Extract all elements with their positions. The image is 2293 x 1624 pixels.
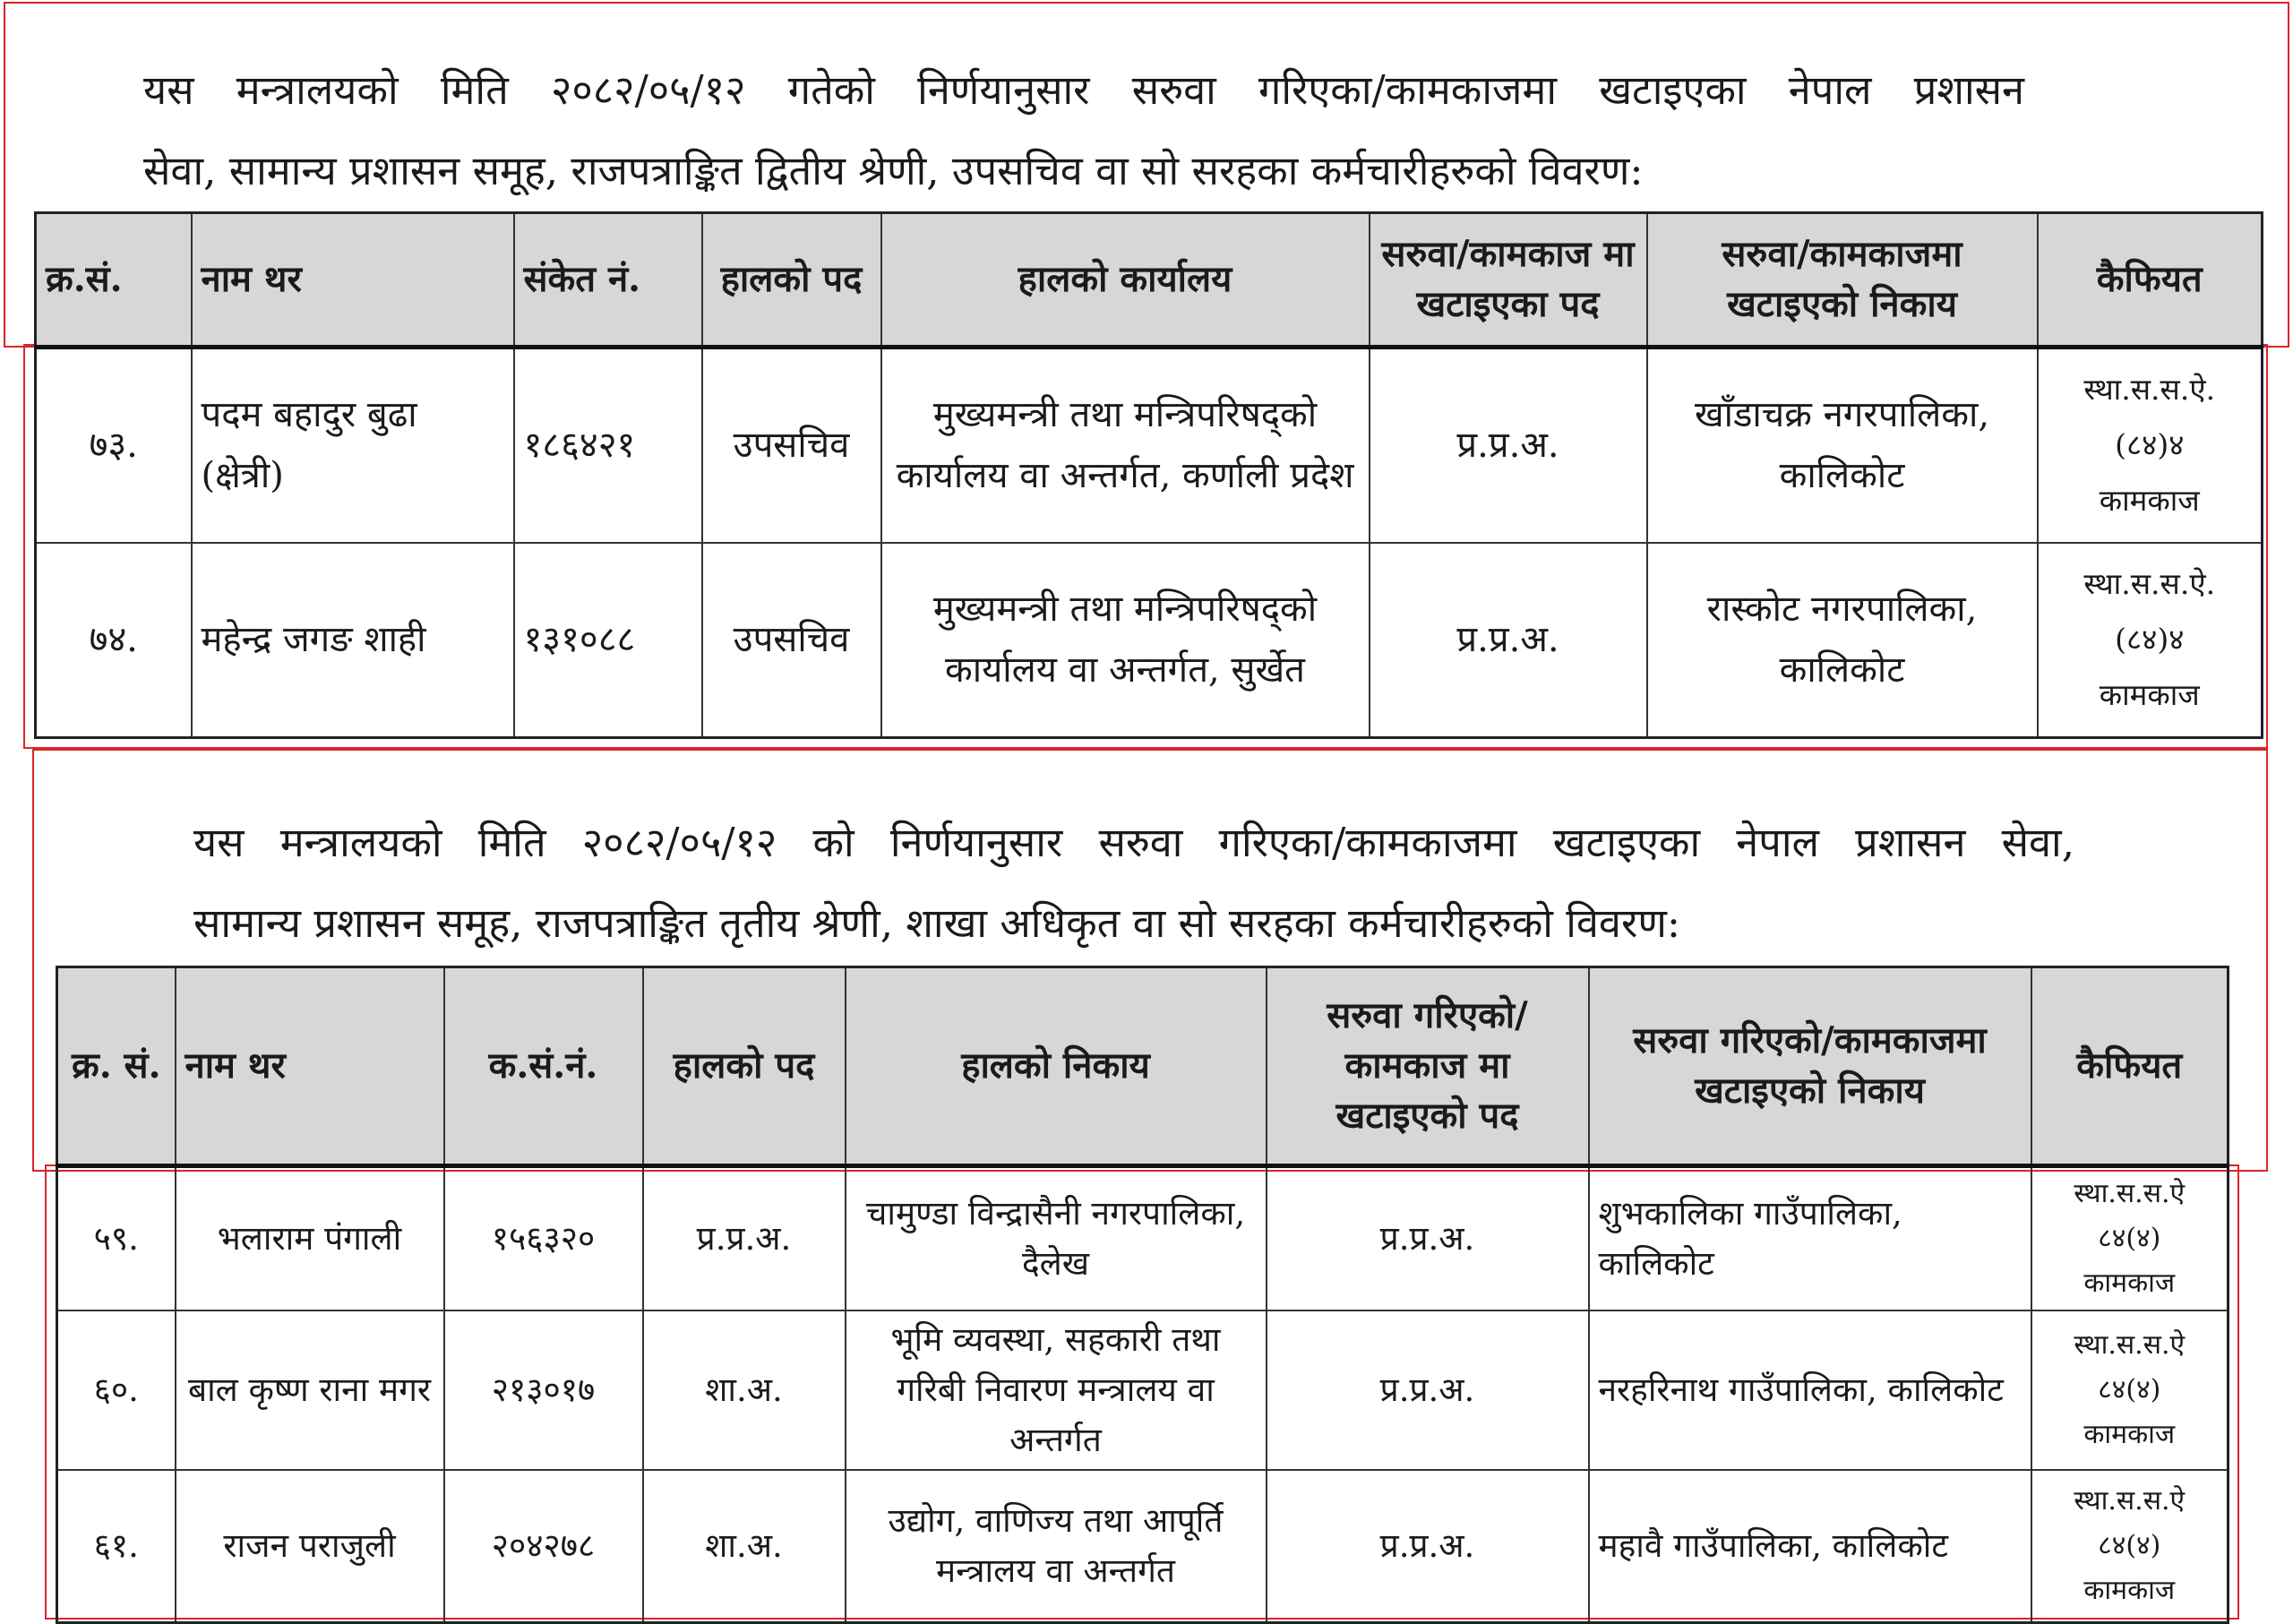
cell-remark <box>2038 543 2263 738</box>
remark-line1: स्था.स.स.ऐ. <box>2083 372 2216 408</box>
col-header-name: नाम थर <box>176 967 444 1166</box>
table-row <box>36 543 2263 738</box>
col-header-code: क.सं.नं. <box>444 967 643 1166</box>
col-header-new-post: सरुवा/कामकाज मा खटाइएका पद <box>1370 213 1647 348</box>
section2-intro-line1: यस मन्त्रालयको मिति २०८२/०५/१२ को निर्णयानुसार सरुवा गरिएका/कामकाजमा खटाइएका नेपाल प्रशासन सेवा, <box>193 819 2074 866</box>
cell-code: २०४२७८ <box>444 1470 643 1622</box>
remark-line1: स्था.स.स.ऐ <box>2074 1329 2186 1361</box>
section2-intro-line2: सामान्य प्रशासन समूह, राजपत्राङ्कित तृतीय श्रेणी, शाखा अधिकृत वा सो सरहका कर्मचारीहरुको विवरण: <box>193 899 1681 947</box>
cell-post: शा.अ. <box>643 1310 846 1470</box>
cell-sn: ६०. <box>57 1310 176 1470</box>
col-header-name: नाम थर <box>192 213 514 348</box>
cell-code: १८६४२१ <box>514 348 702 543</box>
cell-new-post: प्र.प्र.अ. <box>1267 1470 1589 1622</box>
cell-code: २१३०१७ <box>444 1310 643 1470</box>
cell-remark <box>2031 1310 2229 1470</box>
col-header-office: हालको निकाय <box>846 967 1267 1166</box>
cell-new-office: नरहरिनाथ गाउँपालिका, कालिकोट <box>1589 1310 2031 1470</box>
cell-new-office: खाँडाचक्र नगरपालिका, कालिकोट <box>1647 348 2038 543</box>
remark-line3: कामकाज <box>2083 1574 2176 1606</box>
table-row <box>57 1310 2229 1470</box>
cell-name: महेन्द्र जगङ शाही <box>192 543 514 738</box>
col-header-code: संकेत नं. <box>514 213 702 348</box>
remark-line1: स्था.स.स.ऐ <box>2074 1178 2186 1209</box>
cell-office: उद्योग, वाणिज्य तथा आपूर्ति मन्त्रालय वा अन्तर्गत <box>846 1470 1267 1622</box>
cell-sn: ७३. <box>36 348 192 543</box>
col-header-sn: क्र.सं. <box>36 213 192 348</box>
cell-new-office: महावै गाउँपालिका, कालिकोट <box>1589 1470 2031 1622</box>
remark-line1: स्था.स.स.ऐ. <box>2083 566 2216 602</box>
cell-new-post: प्र.प्र.अ. <box>1267 1166 1589 1311</box>
cell-sn: ६१. <box>57 1470 176 1622</box>
cell-office: चामुण्डा विन्द्रासैनी नगरपालिका, दैलेख <box>846 1166 1267 1311</box>
table-row <box>36 348 2263 543</box>
cell-office: मुख्यमन्त्री तथा मन्त्रिपरिषद्को कार्यालय वा अन्तर्गत, सुर्खेत <box>881 543 1370 738</box>
cell-code: १५६३२० <box>444 1166 643 1311</box>
remark-line3: कामकाज <box>2083 1267 2176 1299</box>
remark-line2: ८४(४) <box>2098 1223 2161 1254</box>
cell-sn: ५९. <box>57 1166 176 1311</box>
col-header-new-post: सरुवा गरिएको/कामकाज मा खटाइएको पद <box>1267 967 1589 1166</box>
section2-header-row <box>57 967 2229 1166</box>
cell-name: राजन पराजुली <box>176 1470 444 1622</box>
cell-name: पदम बहादुर बुढा (क्षेत्री) <box>192 348 514 543</box>
remark-line3: कामकाज <box>2099 677 2200 713</box>
cell-post: प्र.प्र.अ. <box>643 1166 846 1311</box>
remark-line2: ८४(४) <box>2098 1374 2161 1405</box>
col-header-post: हालको पद <box>643 967 846 1166</box>
cell-code: १३१०८८ <box>514 543 702 738</box>
remark-line2: ८४(४) <box>2098 1529 2161 1561</box>
cell-post: शा.अ. <box>643 1470 846 1622</box>
cell-office: मुख्यमन्त्री तथा मन्त्रिपरिषद्को कार्यालय वा अन्तर्गत, कर्णाली प्रदेश <box>881 348 1370 543</box>
cell-new-office: शुभकालिका गाउँपालिका, कालिकोट <box>1589 1166 2031 1311</box>
col-header-remark: कैफियत <box>2031 967 2229 1166</box>
section1-table <box>34 211 2263 739</box>
cell-sn: ७४. <box>36 543 192 738</box>
remark-line3: कामकाज <box>2083 1419 2176 1450</box>
section1-intro-line2: सेवा, सामान्य प्रशासन समूह, राजपत्राङ्कित द्वितीय श्रेणी, उपसचिव वा सो सरहका कर्मचारीहरुको विवरण: <box>143 147 1644 194</box>
cell-post: उपसचिव <box>702 543 881 738</box>
cell-new-post: प्र.प्र.अ. <box>1370 543 1647 738</box>
remark-line3: कामकाज <box>2099 483 2200 519</box>
cell-remark <box>2038 348 2263 543</box>
section2-intro <box>193 803 2074 964</box>
section1-intro-line1: यस मन्त्रालयको मिति २०८२/०५/१२ गतेको निर्णयानुसार सरुवा गरिएका/कामकाजमा खटाइएका नेपाल प्रशासन <box>143 66 2024 114</box>
col-header-remark: कैफियत <box>2038 213 2263 348</box>
cell-new-post: प्र.प्र.अ. <box>1267 1310 1589 1470</box>
cell-remark <box>2031 1166 2229 1311</box>
col-header-post: हालको पद <box>702 213 881 348</box>
section2-table <box>56 966 2229 1624</box>
table-row <box>57 1470 2229 1622</box>
col-header-sn: क्र. सं. <box>57 967 176 1166</box>
cell-name: भलाराम पंगाली <box>176 1166 444 1311</box>
cell-new-office: रास्कोट नगरपालिका, कालिकोट <box>1647 543 2038 738</box>
cell-new-post: प्र.प्र.अ. <box>1370 348 1647 543</box>
cell-post: उपसचिव <box>702 348 881 543</box>
cell-name: बाल कृष्ण राना मगर <box>176 1310 444 1470</box>
table-row <box>57 1166 2229 1311</box>
remark-line2: (८४)४ <box>2115 427 2185 463</box>
col-header-new-office: सरुवा/कामकाजमा खटाइएको निकाय <box>1647 213 2038 348</box>
col-header-new-office: सरुवा गरिएको/कामकाजमा खटाइएको निकाय <box>1589 967 2031 1166</box>
section1-header-row <box>36 213 2263 348</box>
cell-remark <box>2031 1470 2229 1622</box>
remark-line1: स्था.स.स.ऐ <box>2074 1484 2186 1517</box>
remark-line2: (८४)४ <box>2115 622 2185 657</box>
section1-intro <box>143 50 2024 211</box>
cell-office: भूमि व्यवस्था, सहकारी तथा गरिबी निवारण मन्त्रालय वा अन्तर्गत <box>846 1310 1267 1470</box>
col-header-office: हालको कार्यालय <box>881 213 1370 348</box>
